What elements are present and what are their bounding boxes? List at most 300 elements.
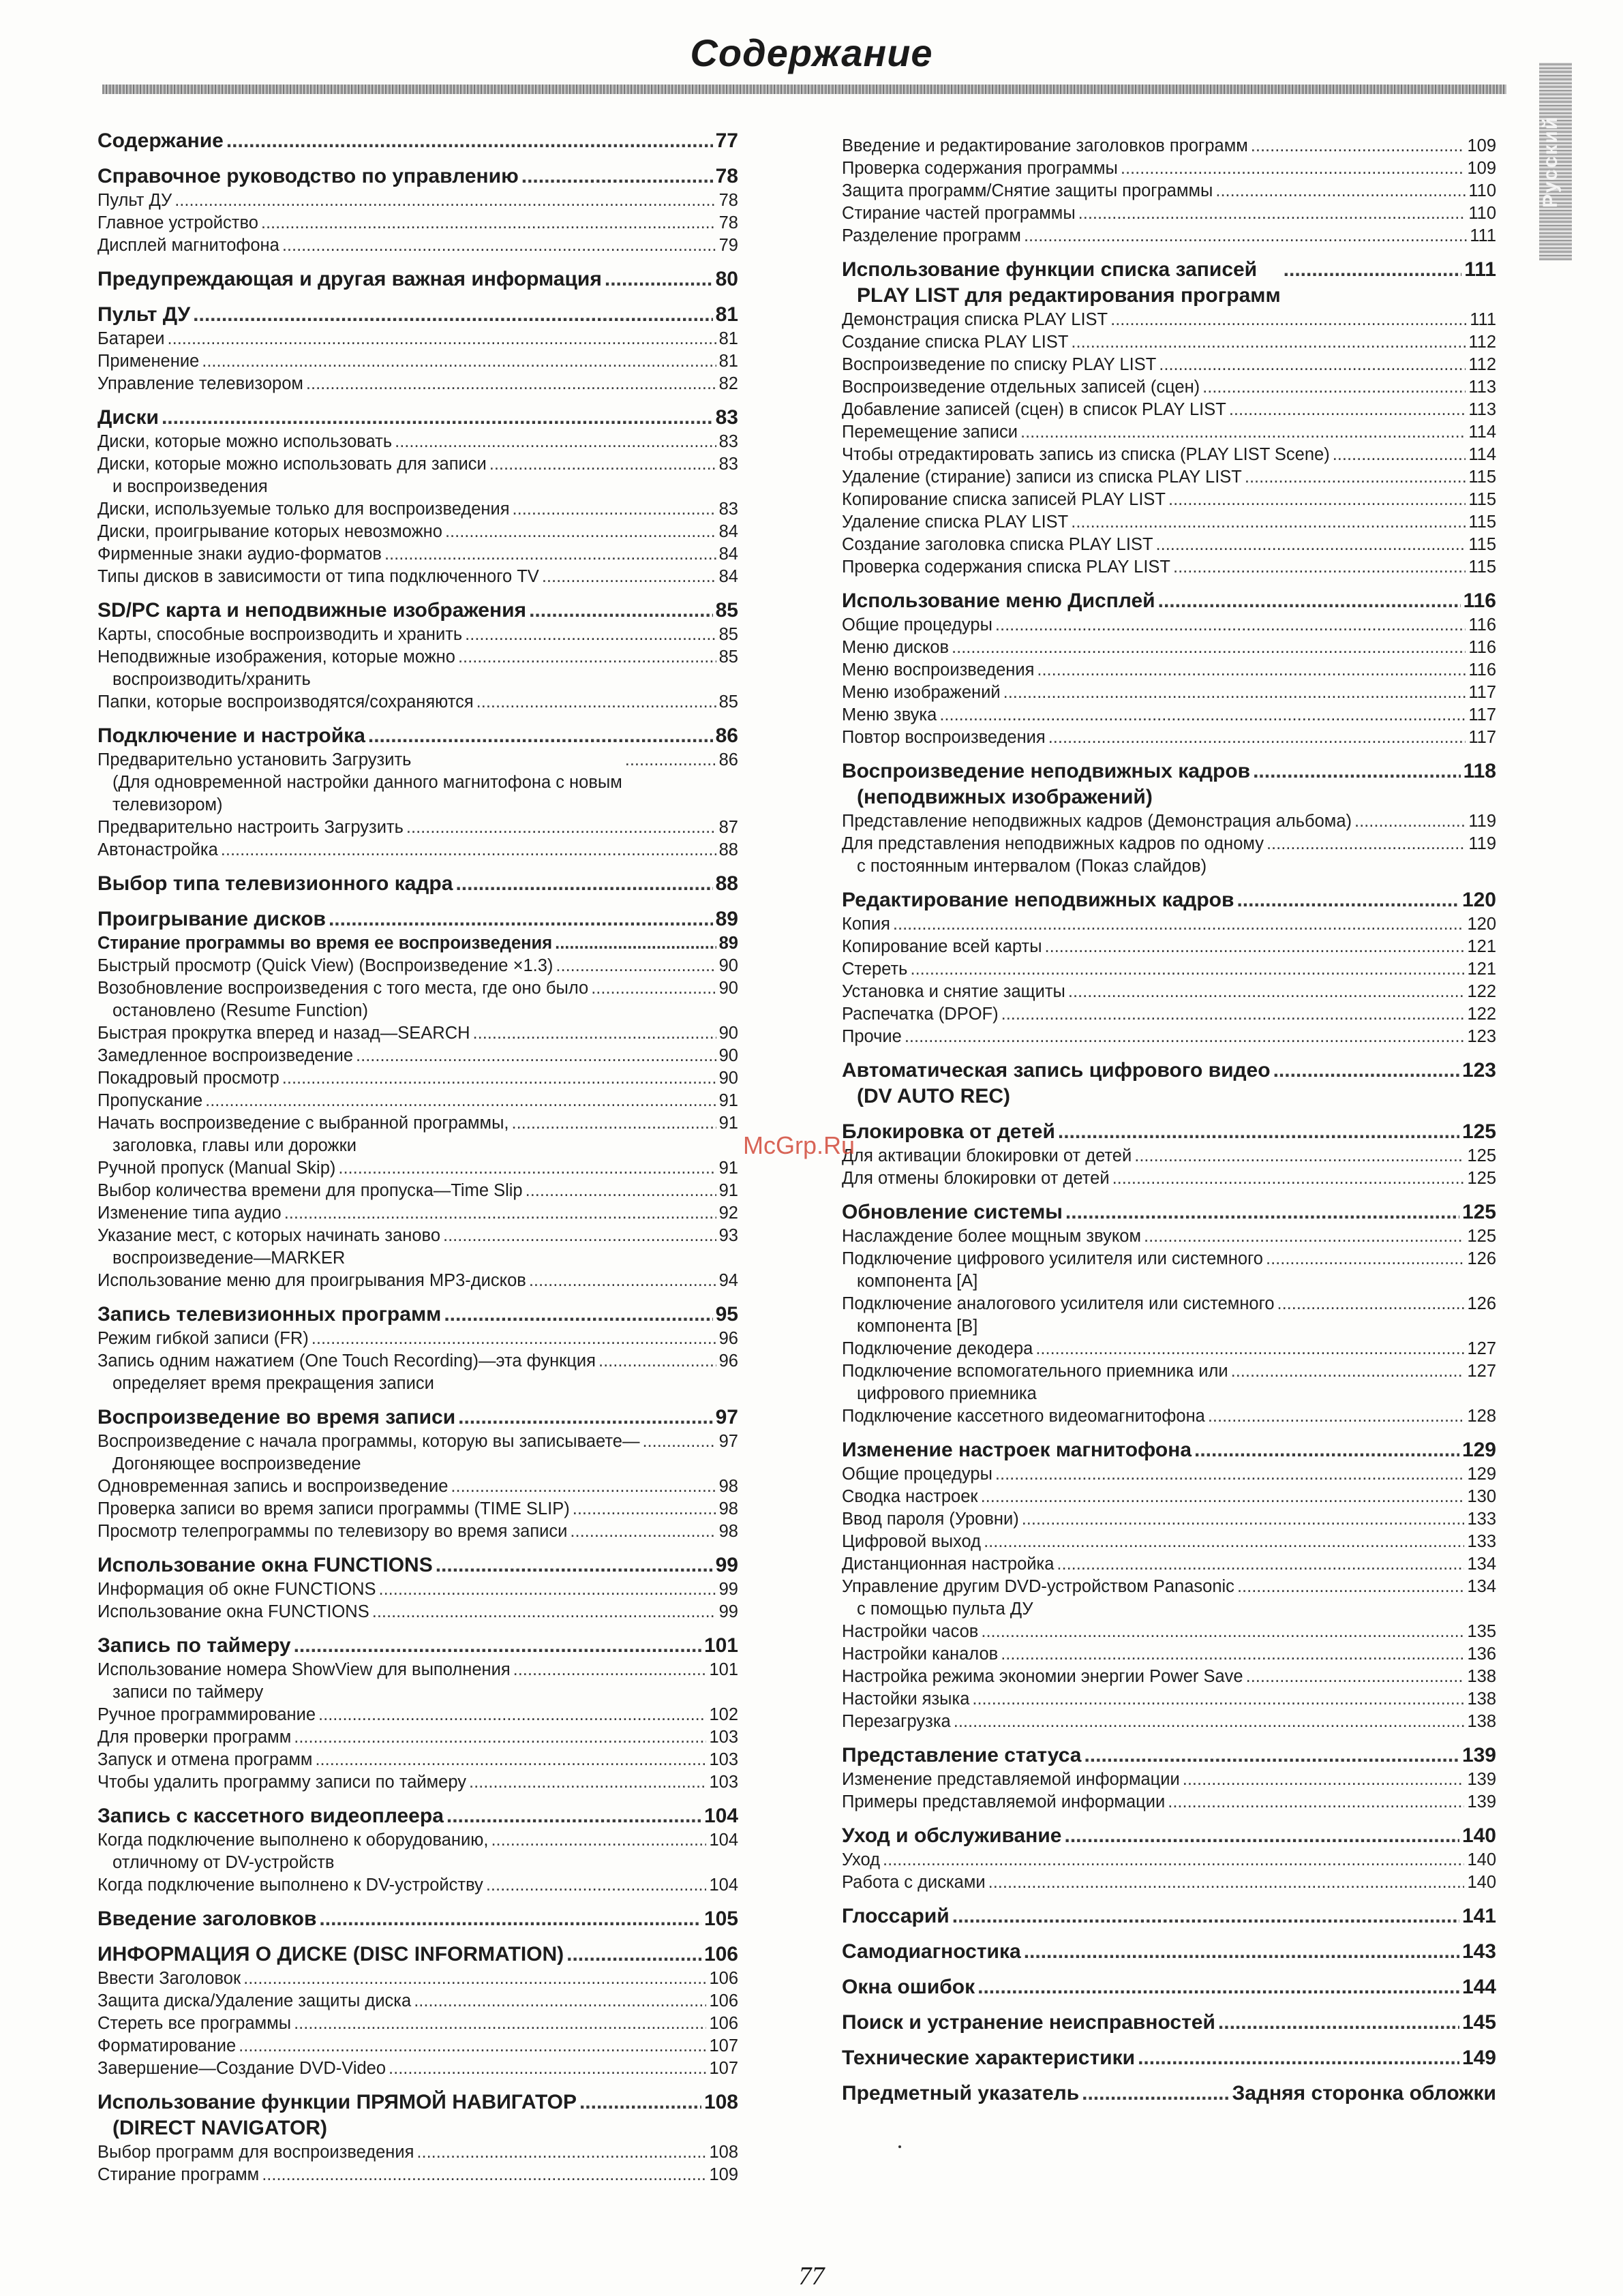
toc-entry-title bbox=[97, 816, 404, 839]
toc-dot-leader bbox=[1266, 1248, 1464, 1270]
toc-page-number: 126 bbox=[1467, 1249, 1496, 1268]
toc-entry-title-line: Запись одним нажатием (One Touch Recording)—эта функция bbox=[97, 1351, 596, 1371]
toc-entry-title bbox=[97, 1045, 353, 1067]
toc-entry-title-line: Проверка записи во время записи программы (TIME SLIP) bbox=[97, 1499, 570, 1518]
toc-entry bbox=[842, 511, 1496, 534]
toc-dot-leader bbox=[389, 2057, 706, 2080]
toc-entry-title-line: Информация об окне FUNCTIONS bbox=[97, 1580, 376, 1599]
toc-entry-title bbox=[842, 331, 1068, 354]
toc-dot-leader bbox=[318, 1704, 706, 1726]
toc-entry-title-continuation: с помощью пульта ДУ bbox=[857, 1599, 1033, 1619]
toc-entry-title bbox=[97, 1704, 316, 1726]
toc-entry-title-line: Режим гибкой записи (FR) bbox=[97, 1329, 309, 1348]
language-side-tab bbox=[1539, 63, 1572, 260]
toc-entry bbox=[97, 2057, 738, 2080]
toc-entry-title bbox=[97, 521, 442, 543]
toc-entry-title-line: Покадровый просмотр bbox=[97, 1069, 279, 1088]
toc-dot-leader bbox=[1003, 682, 1466, 704]
toc-dot-leader bbox=[282, 234, 716, 257]
toc-section-heading bbox=[842, 1437, 1496, 1463]
toc-page-number: 107 bbox=[709, 2036, 738, 2055]
toc-dot-leader bbox=[168, 328, 716, 350]
toc-dot-leader bbox=[1215, 180, 1466, 202]
toc-dot-leader bbox=[1194, 1437, 1459, 1463]
toc-entry bbox=[97, 749, 738, 816]
toc-dot-leader bbox=[451, 1475, 716, 1498]
toc-section-heading bbox=[97, 266, 738, 292]
toc-entry-title bbox=[842, 1769, 1180, 1791]
toc-entry-title bbox=[97, 2141, 414, 2164]
toc-page-number: 115 bbox=[1468, 535, 1496, 554]
toc-entry-title-line: Предварительно установить Загрузить bbox=[97, 750, 412, 769]
toc-dot-leader bbox=[1024, 1939, 1459, 1965]
toc-entry-title bbox=[97, 431, 392, 453]
toc-dot-leader bbox=[1237, 1576, 1465, 1598]
toc-entry-title-line: Меню воспроизведения bbox=[842, 660, 1035, 679]
toc-dot-leader bbox=[995, 1463, 1465, 1486]
toc-dot-leader bbox=[1266, 833, 1466, 855]
toc-dot-leader bbox=[1048, 726, 1466, 749]
toc-page-number: 91 bbox=[718, 1159, 738, 1178]
toc-entry-title-line: Управление другим DVD-устройством Panasonic bbox=[842, 1577, 1234, 1596]
toc-page-number: 145 bbox=[1461, 2011, 1496, 2034]
toc-entry-title-line: Выбор программ для воспроизведения bbox=[97, 2143, 414, 2162]
toc-entry-title bbox=[97, 1022, 470, 1045]
toc-page-number: 135 bbox=[1467, 1622, 1496, 1641]
toc-entry-title bbox=[842, 135, 1248, 157]
toc-dot-leader bbox=[981, 1621, 1464, 1643]
toc-entry bbox=[97, 1225, 738, 1270]
toc-page-number: 123 bbox=[1461, 1059, 1496, 1082]
toc-entry-title-continuation: PLAY LIST для редактирования программ bbox=[857, 284, 1281, 307]
toc-page-number: 134 bbox=[1467, 1555, 1496, 1574]
toc-page-number: 116 bbox=[1468, 660, 1496, 679]
toc-entry-title bbox=[842, 1338, 1033, 1360]
toc-entry bbox=[842, 810, 1496, 833]
toc-section-heading bbox=[97, 906, 738, 932]
toc-section-heading bbox=[842, 257, 1496, 309]
toc-entry-title bbox=[97, 373, 303, 395]
toc-entry-title-continuation: цифрового приемника bbox=[857, 1384, 1037, 1403]
toc-page-number: 99 bbox=[718, 1580, 738, 1599]
toc-entry bbox=[842, 1293, 1496, 1338]
toc-page-number: 83 bbox=[718, 500, 738, 519]
toc-dot-leader bbox=[1284, 257, 1462, 283]
toc-entry bbox=[97, 691, 738, 714]
toc-entry-title bbox=[842, 1225, 1141, 1248]
toc-section-heading bbox=[97, 1942, 738, 1968]
toc-entry bbox=[842, 309, 1496, 331]
toc-dot-leader bbox=[294, 1633, 701, 1659]
toc-entry bbox=[842, 1360, 1496, 1405]
toc-entry bbox=[842, 1791, 1496, 1813]
toc-entry bbox=[842, 376, 1496, 399]
toc-dot-leader bbox=[1183, 1769, 1465, 1791]
toc-page-number: 88 bbox=[715, 872, 738, 895]
toc-dot-leader bbox=[1246, 1666, 1465, 1688]
toc-entry-title bbox=[97, 1475, 448, 1498]
toc-entry bbox=[97, 816, 738, 839]
toc-entry-title-line: Запись по таймеру bbox=[97, 1634, 291, 1657]
toc-dot-leader bbox=[1071, 511, 1466, 534]
toc-entry bbox=[97, 1874, 738, 1897]
toc-entry-title bbox=[842, 1293, 1275, 1338]
toc-entry-title-line: Дистанционная настройка bbox=[842, 1555, 1055, 1574]
toc-dot-leader bbox=[1218, 2010, 1459, 2036]
toc-entry bbox=[97, 350, 738, 373]
toc-entry-title bbox=[97, 977, 588, 1022]
toc-entry-title bbox=[842, 659, 1034, 682]
toc-page-number: 129 bbox=[1461, 1439, 1496, 1461]
toc-dot-leader bbox=[455, 871, 712, 897]
toc-dot-leader bbox=[1071, 331, 1466, 354]
toc-entry-title-line: Предварительно настроить Загрузить bbox=[97, 818, 404, 837]
toc-entry-title bbox=[842, 1167, 1110, 1190]
toc-entry bbox=[842, 466, 1496, 489]
toc-entry bbox=[97, 624, 738, 646]
toc-entry-title bbox=[97, 1771, 466, 1794]
toc-page-number: 127 bbox=[1467, 1339, 1496, 1358]
toc-entry-title-line: Стирание частей программы bbox=[842, 204, 1076, 223]
toc-entry bbox=[842, 1553, 1496, 1576]
toc-entry-title bbox=[97, 1498, 570, 1520]
toc-entry-title-line: Запуск и отмена программ bbox=[97, 1750, 313, 1769]
toc-entry bbox=[97, 1829, 738, 1874]
toc-entry-title bbox=[97, 302, 190, 328]
toc-section-heading bbox=[97, 128, 738, 154]
toc-page-number: 91 bbox=[718, 1181, 738, 1200]
toc-page-number: 101 bbox=[709, 1660, 738, 1679]
toc-entry bbox=[842, 981, 1496, 1003]
toc-dot-leader bbox=[556, 955, 716, 977]
toc-entry-title-line: Копирование всей карты bbox=[842, 937, 1042, 956]
toc-page-number: 136 bbox=[1467, 1644, 1496, 1664]
toc-entry-title-line: Содержание bbox=[97, 129, 224, 152]
toc-entry-title bbox=[842, 810, 1352, 833]
toc-entry-title bbox=[97, 543, 382, 566]
toc-dot-leader bbox=[406, 816, 716, 839]
toc-dot-leader bbox=[476, 691, 716, 714]
toc-entry bbox=[97, 1578, 738, 1601]
toc-entry-title bbox=[842, 444, 1330, 466]
toc-entry-title-line: Настройки каналов bbox=[842, 1644, 999, 1664]
toc-entry-title bbox=[842, 1405, 1205, 1428]
toc-entry bbox=[97, 189, 738, 212]
toc-dot-leader bbox=[513, 498, 716, 521]
toc-section-heading bbox=[842, 759, 1496, 810]
toc-entry-title bbox=[97, 1328, 309, 1350]
toc-entry-title-line: Работа с дисками bbox=[842, 1873, 986, 1892]
toc-page-number: 121 bbox=[1467, 960, 1496, 979]
toc-entry-title-line: Чтобы отредактировать запись из списка (PLAY LIST Scene) bbox=[842, 445, 1330, 464]
toc-entry-title-line: Удаление (стирание) записи из списка PLAY LIST bbox=[842, 468, 1242, 487]
toc-dot-leader bbox=[1022, 1508, 1465, 1531]
toc-page-number: 80 bbox=[715, 268, 738, 290]
toc-section-heading bbox=[97, 1552, 738, 1578]
title-underline bbox=[102, 85, 1506, 94]
toc-entry-title bbox=[97, 1601, 369, 1623]
toc-entry-title-continuation: компонента [A] bbox=[857, 1272, 978, 1291]
toc-dot-leader bbox=[1078, 202, 1466, 225]
toc-entry-title-line: Стирание программы во время ее воспроизведения bbox=[97, 934, 553, 953]
toc-entry-title-continuation: остановлено (Resume Function) bbox=[112, 1001, 368, 1020]
toc-dot-leader bbox=[239, 2035, 706, 2057]
toc-dot-leader bbox=[1144, 1225, 1464, 1248]
toc-entry-title bbox=[97, 566, 539, 588]
toc-page-number: 110 bbox=[1468, 181, 1496, 200]
toc-entry-title bbox=[97, 189, 172, 212]
toc-entry-title bbox=[97, 2164, 259, 2186]
toc-entry-title bbox=[842, 2081, 1079, 2107]
toc-section-heading bbox=[842, 887, 1496, 913]
toc-page-number: 109 bbox=[709, 2165, 738, 2184]
toc-page-number: 97 bbox=[718, 1432, 738, 1451]
toc-dot-leader bbox=[175, 189, 716, 212]
toc-page-number: 114 bbox=[1468, 423, 1496, 442]
toc-dot-leader bbox=[458, 1405, 712, 1430]
toc-dot-leader bbox=[436, 1552, 713, 1578]
toc-dot-leader bbox=[984, 1531, 1464, 1553]
toc-entry-title bbox=[97, 1942, 564, 1968]
toc-entry-title bbox=[842, 1576, 1234, 1621]
toc-page-number: 139 bbox=[1461, 1744, 1496, 1766]
toc-entry-title bbox=[97, 723, 365, 749]
toc-page-number: 90 bbox=[718, 956, 738, 975]
toc-dot-leader bbox=[1159, 354, 1466, 376]
toc-entry bbox=[97, 1968, 738, 1990]
toc-dot-leader bbox=[486, 1874, 707, 1897]
toc-page-number: 96 bbox=[718, 1351, 738, 1371]
toc-page-number: 129 bbox=[1467, 1465, 1496, 1484]
toc-entry bbox=[97, 521, 738, 543]
toc-dot-leader bbox=[1202, 376, 1466, 399]
toc-entry-title bbox=[842, 354, 1156, 376]
toc-page-number: 81 bbox=[718, 352, 738, 371]
toc-entry-title-line: Общие процедуры bbox=[842, 615, 992, 634]
toc-entry-title bbox=[842, 1026, 902, 1048]
toc-page-number: 128 bbox=[1467, 1407, 1496, 1426]
toc-page-number: 106 bbox=[703, 1943, 738, 1965]
toc-entry-title bbox=[97, 955, 553, 977]
toc-page-number: 88 bbox=[718, 840, 738, 859]
toc-page-number: 91 bbox=[718, 1114, 738, 1133]
toc-entry-title bbox=[842, 1939, 1021, 1965]
toc-entry-title-line: Предупреждающая и другая важная информация bbox=[97, 268, 602, 290]
toc-entry-title bbox=[842, 399, 1226, 421]
toc-section-heading bbox=[97, 1906, 738, 1932]
toc-entry-title bbox=[97, 2035, 236, 2057]
toc-entry-title-continuation: воспроизводить/хранить bbox=[112, 670, 311, 689]
toc-entry-title-line: Технические характеристики bbox=[842, 2047, 1136, 2069]
toc-entry bbox=[842, 1688, 1496, 1711]
toc-page-number: 120 bbox=[1461, 889, 1496, 911]
toc-page-number: 83 bbox=[718, 455, 738, 474]
toc-entry-title bbox=[842, 1791, 1165, 1813]
toc-entry bbox=[97, 2035, 738, 2057]
toc-dot-leader bbox=[972, 1688, 1464, 1711]
toc-dot-leader bbox=[205, 1090, 716, 1112]
toc-entry-title-line: Стирание программ bbox=[97, 2165, 260, 2184]
toc-page-number: 85 bbox=[715, 599, 738, 622]
toc-page-number: 113 bbox=[1468, 400, 1496, 419]
toc-entry bbox=[842, 833, 1496, 878]
toc-entry-title-continuation: и воспроизведения bbox=[112, 477, 268, 496]
toc-entry bbox=[97, 1430, 738, 1475]
toc-entry-title bbox=[97, 212, 258, 234]
toc-dot-leader bbox=[981, 1486, 1465, 1508]
toc-entry-title bbox=[842, 1145, 1132, 1167]
toc-entry-title-continuation: (DIRECT NAVIGATOR) bbox=[112, 2117, 327, 2139]
toc-entry-title-line: Воспроизведение неподвижных кадров bbox=[842, 760, 1251, 782]
toc-entry-title-line: Использование окна FUNCTIONS bbox=[97, 1602, 369, 1621]
toc-dot-leader bbox=[491, 1829, 706, 1852]
toc-entry-title-line: Быстрый просмотр (Quick View) (Воспроизведение ×1.3) bbox=[97, 956, 553, 975]
toc-entry-title-line: Пропускание bbox=[97, 1091, 203, 1110]
toc-page-number: 98 bbox=[718, 1477, 738, 1496]
toc-page-number: 121 bbox=[1467, 937, 1496, 956]
toc-entry-title-line: Указание мест, с которых начинать заново bbox=[97, 1226, 441, 1245]
toc-dot-leader bbox=[605, 266, 713, 292]
toc-dot-leader bbox=[529, 598, 713, 624]
toc-dot-leader bbox=[443, 1225, 716, 1247]
toc-page-number: 84 bbox=[718, 545, 738, 564]
toc-entry-title-line: Распечатка (DPOF) bbox=[842, 1005, 999, 1024]
toc-entry-title bbox=[842, 726, 1046, 749]
toc-entry-title-line: Меню изображений bbox=[842, 683, 1001, 702]
toc-entry bbox=[97, 1180, 738, 1202]
toc-dot-leader bbox=[1084, 1743, 1459, 1769]
toc-page-number: 116 bbox=[1463, 590, 1496, 612]
toc-entry-title bbox=[97, 1874, 483, 1897]
toc-entry bbox=[842, 958, 1496, 981]
toc-dot-leader bbox=[521, 164, 713, 189]
toc-dot-leader bbox=[1001, 1643, 1464, 1666]
toc-entry-title-continuation: (DV AUTO REC) bbox=[857, 1085, 1010, 1107]
toc-entry bbox=[842, 1486, 1496, 1508]
toc-entry bbox=[842, 1666, 1496, 1688]
toc-entry-title-line: Самодиагностика bbox=[842, 1940, 1021, 1963]
toc-dot-leader bbox=[529, 1270, 716, 1292]
toc-dot-leader bbox=[570, 1520, 716, 1543]
toc-entry bbox=[842, 726, 1496, 749]
toc-section-heading bbox=[842, 588, 1496, 614]
toc-page-number: 81 bbox=[715, 303, 738, 326]
toc-right-column bbox=[842, 135, 1496, 2107]
toc-entry-title bbox=[97, 1112, 509, 1157]
toc-entry-title bbox=[842, 1058, 1271, 1109]
toc-page-number: 120 bbox=[1467, 915, 1496, 934]
toc-entry-title-line: Введение и редактирование заголовков программ bbox=[842, 136, 1248, 155]
toc-dot-leader bbox=[294, 2012, 706, 2035]
toc-page-number: 125 bbox=[1461, 1201, 1496, 1223]
toc-entry-title-continuation: заголовка, главы или дорожки bbox=[112, 1136, 357, 1155]
toc-entry-title-line: Воспроизведение отдельных записей (сцен) bbox=[842, 378, 1200, 397]
toc-entry bbox=[842, 1769, 1496, 1791]
toc-page-number: 141 bbox=[1461, 1905, 1496, 1927]
toc-entry-title-line: Использование окна FUNCTIONS bbox=[97, 1554, 433, 1576]
toc-page-number: 104 bbox=[709, 1831, 738, 1850]
toc-entry-title bbox=[842, 1871, 986, 1894]
toc-page-number: 130 bbox=[1467, 1487, 1496, 1506]
toc-page-number: 113 bbox=[1468, 378, 1496, 397]
toc-entry-title-line: Ввести Заголовок bbox=[97, 1969, 241, 1988]
toc-dot-leader bbox=[883, 1849, 1464, 1871]
toc-entry-title-line: Автоматическая запись цифрового видео bbox=[842, 1059, 1271, 1082]
toc-page-number: Задняя сторонка обложки bbox=[1232, 2082, 1496, 2104]
toc-entry-title bbox=[97, 1180, 523, 1202]
toc-entry-title bbox=[842, 1360, 1228, 1405]
toc-section-heading bbox=[97, 405, 738, 431]
toc-entry-title bbox=[842, 225, 1021, 247]
toc-dot-leader bbox=[566, 1942, 701, 1968]
toc-entry bbox=[97, 1749, 738, 1771]
toc-section-heading bbox=[842, 2081, 1496, 2107]
toc-dot-leader bbox=[261, 212, 716, 234]
toc-entry bbox=[842, 1621, 1496, 1643]
toc-dot-leader bbox=[995, 614, 1466, 637]
toc-page-number: 81 bbox=[718, 329, 738, 348]
toc-entry bbox=[842, 202, 1496, 225]
toc-entry bbox=[842, 1003, 1496, 1026]
toc-entry-title bbox=[97, 1726, 291, 1749]
toc-entry-title-line: SD/PC карта и неподвижные изображения bbox=[97, 599, 527, 622]
toc-dot-leader bbox=[1035, 1338, 1464, 1360]
toc-entry-title-line: Когда подключение выполнено к DV-устройству bbox=[97, 1876, 483, 1895]
toc-dot-leader bbox=[1045, 936, 1465, 958]
toc-section-heading bbox=[842, 1939, 1496, 1965]
toc-page-number: 111 bbox=[1464, 258, 1496, 281]
toc-page-number: 144 bbox=[1461, 1976, 1496, 1998]
toc-entry-title bbox=[97, 749, 622, 816]
toc-entry-title-line: Настройка режима экономии энергии Power Save bbox=[842, 1667, 1243, 1686]
toc-section-heading bbox=[97, 1302, 738, 1328]
toc-dot-leader bbox=[513, 1659, 707, 1681]
toc-dot-leader bbox=[445, 521, 716, 543]
toc-page-number: 105 bbox=[703, 1908, 738, 1930]
toc-dot-leader bbox=[312, 1328, 716, 1350]
toc-dot-leader bbox=[1333, 444, 1466, 466]
toc-dot-leader bbox=[1237, 887, 1459, 913]
toc-entry-title-continuation: с постоянным интервалом (Показ слайдов) bbox=[857, 857, 1207, 876]
toc-entry-title bbox=[842, 489, 1166, 511]
toc-entry-title bbox=[842, 1666, 1243, 1688]
toc-page-number: 98 bbox=[718, 1522, 738, 1541]
toc-page-number: 116 bbox=[1468, 615, 1496, 634]
toc-dot-leader bbox=[1253, 759, 1461, 784]
toc-entry-title bbox=[842, 1531, 981, 1553]
toc-dot-leader bbox=[262, 2164, 706, 2186]
toc-entry-title bbox=[97, 906, 326, 932]
toc-entry-title bbox=[842, 1486, 978, 1508]
toc-entry bbox=[97, 1771, 738, 1794]
toc-dot-leader bbox=[489, 453, 716, 476]
toc-entry-title-line: Цифровой выход bbox=[842, 1532, 982, 1551]
toc-entry-title bbox=[842, 157, 1118, 180]
toc-entry-title bbox=[842, 1688, 969, 1711]
toc-dot-leader bbox=[910, 958, 1464, 981]
toc-page-number: 108 bbox=[703, 2091, 738, 2113]
toc-section-heading bbox=[97, 164, 738, 189]
toc-page-number: 79 bbox=[718, 236, 738, 255]
toc-page-number: 140 bbox=[1467, 1850, 1496, 1869]
toc-entry-title bbox=[97, 646, 455, 691]
toc-section-heading bbox=[97, 1405, 738, 1430]
toc-entry-title bbox=[97, 1968, 241, 1990]
toc-dot-leader bbox=[193, 302, 712, 328]
toc-entry-title bbox=[842, 1003, 999, 1026]
toc-entry bbox=[842, 614, 1496, 637]
toc-entry-title bbox=[97, 1829, 488, 1874]
